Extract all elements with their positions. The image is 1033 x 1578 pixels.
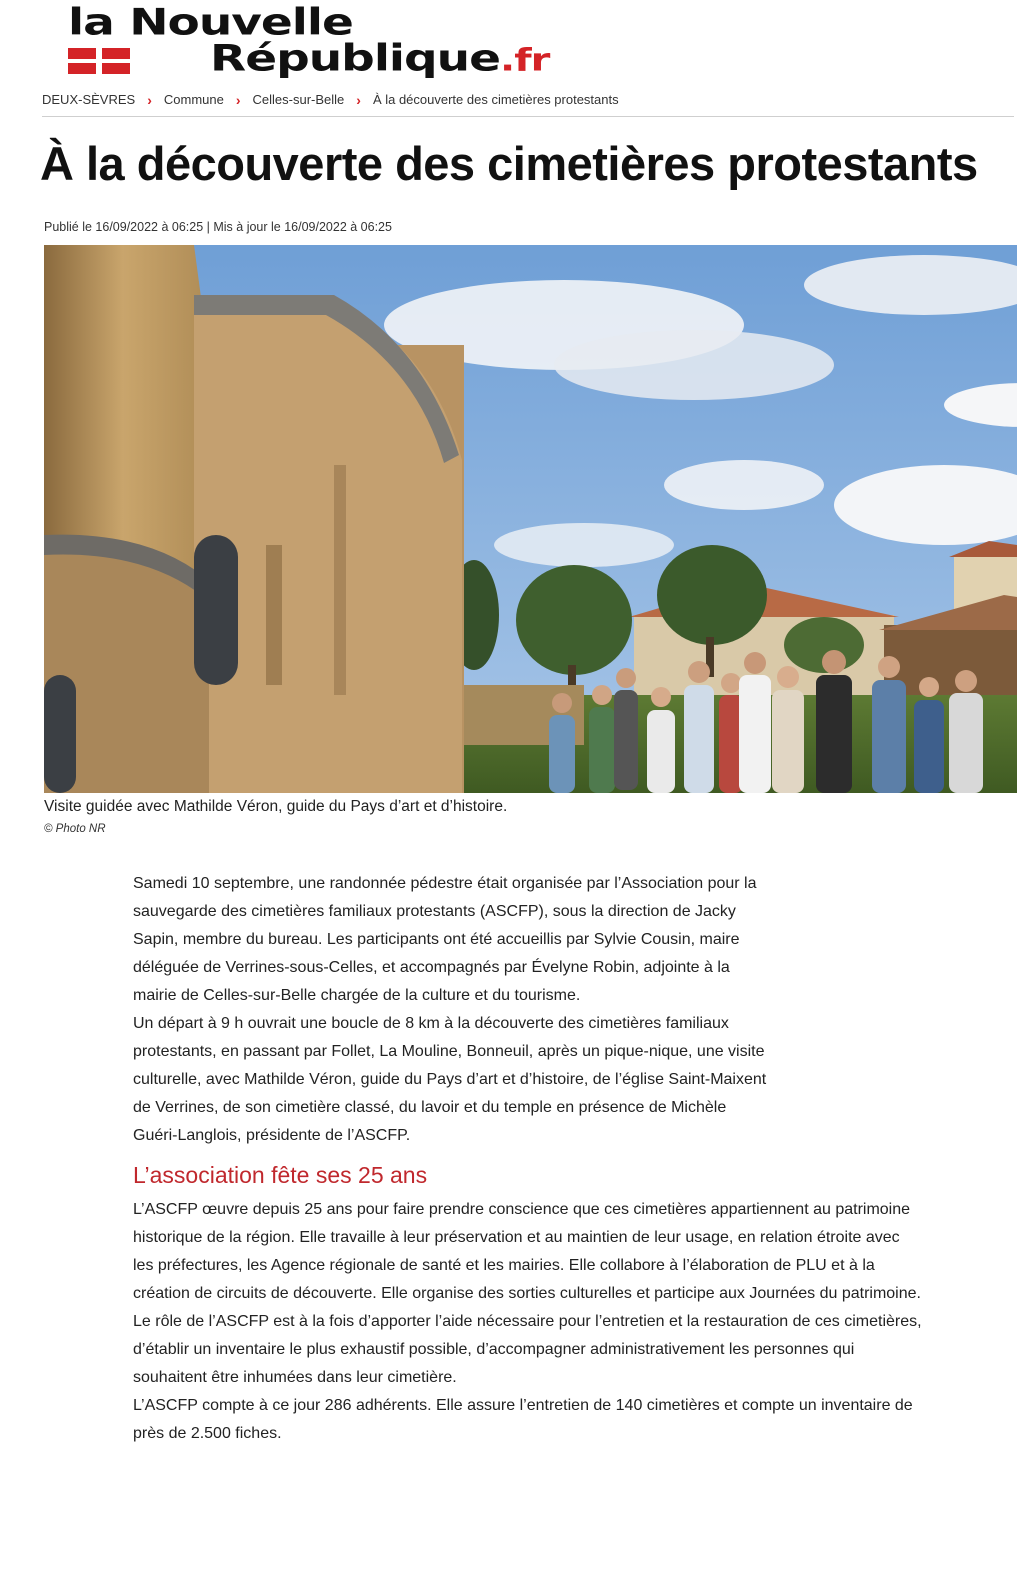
article-paragraph: Le rôle de l’ASCFP est à la fois d’apporter l’aide nécessaire pour l’entretien et la restauration de ces cimetières, d’établir un inventaire le plus exhaustif possible, d’accompagner administrativement les personnes qui souhaitent être inhumées dans leur cimetière. (133, 1313, 922, 1386)
article-paragraph: L’ASCFP œuvre depuis 25 ans pour faire prendre conscience que ces cimetières appartiennent au patrimoine historique de la région. Elle travaille à leur préservation et au maintien de leur usage, en relation étroite avec les préfectures, les Agence régionale de santé et les mairies. Elle collabore à l’élaboration de PLU et à la création de circuits de découverte. Elle organise des sorties culturelles et participe aux Journées du patrimoine. (133, 1201, 921, 1302)
chevron-right-icon: › (235, 92, 241, 108)
breadcrumb (42, 92, 1014, 117)
site-logo[interactable] (68, 0, 983, 80)
article-body (133, 870, 933, 1448)
article-photo[interactable] (44, 245, 1017, 793)
article-paragraph: L’ASCFP compte à ce jour 286 adhérents. Elle assure l’entretien de 140 cimetières et compte un inventaire de près de 2.500 fiches. (133, 1397, 913, 1442)
article-subheading: L’association fête ses 25 ans (133, 1162, 428, 1188)
photo-caption: Visite guidée avec Mathilde Véron, guide du Pays d’art et d’histoire. (44, 798, 508, 815)
breadcrumb-item-commune[interactable]: Commune (163, 92, 224, 107)
photo-credit: © Photo NR (44, 823, 106, 835)
article-publish-date: Publié le 16/09/2022 à 06:25 | Mis à jour le 16/09/2022 à 06:25 (44, 220, 392, 234)
logo-text-line1: la Nouvelle (68, 0, 353, 44)
logo-text-suffix: .fr (500, 42, 550, 79)
breadcrumb-item-current: À la découverte des cimetières protestants (372, 92, 619, 107)
chevron-right-icon: › (356, 92, 361, 108)
article-title: À la découverte des cimetières protestants (40, 137, 978, 190)
breadcrumb-item-department[interactable]: DEUX-SÈVRES (42, 92, 136, 107)
chevron-right-icon: › (147, 92, 152, 108)
logo-text-line2 (210, 36, 550, 80)
article-paragraph: Samedi 10 septembre, une randonnée pédestre était organisée par l’Association pour la sauvegarde des cimetières familiaux protestants (ASCFP), sous la direction de Jacky Sapin, membre du bureau. Les participants ont été accueillis par Sylvie Cousin, maire déléguée de Verrines-sous-Celles, et accompagnés par Évelyne Robin, adjointe à la mairie de Celles-sur-Belle chargée de la culture et du tourisme. (133, 875, 757, 1004)
logo-mark-icon (68, 48, 130, 76)
breadcrumb-item-town[interactable]: Celles-sur-Belle (252, 92, 345, 107)
logo-text-republique: République (210, 36, 501, 80)
article-paragraph: Un départ à 9 h ouvrait une boucle de 8 km à la découverte des cimetières familiaux protestants, en passant par Follet, La Mouline, Bonneuil, après un pique-nique, une visite culturelle, avec Mathilde Véron, guide du Pays d’art et d’histoire, de l’église Saint-Maixent de Verrines, de son cimetière classé, du lavoir et du temple en présence de Michèle Guéri-Langlois, présidente de l’ASCFP. (133, 1015, 767, 1144)
